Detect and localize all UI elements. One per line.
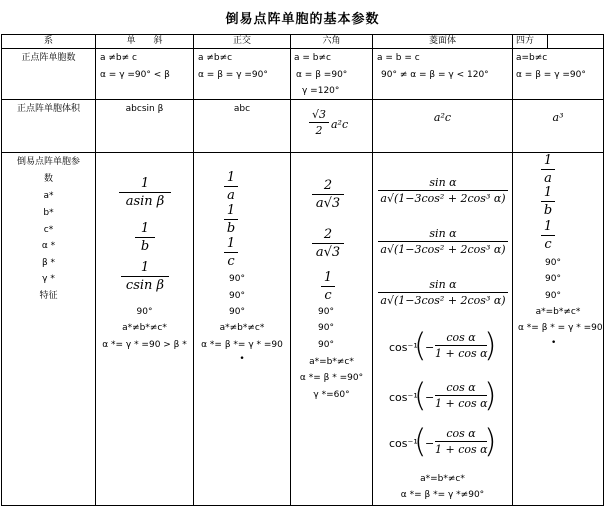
rhombo-gamma-cosinv: cos⁻¹ [389, 437, 418, 450]
rhombo-gamma-frac: cos α 1 + cos α [435, 427, 488, 456]
rhombo-beta-cosinv: cos⁻¹ [389, 391, 418, 404]
hex-volume-den: 2 [315, 124, 323, 137]
hex-recip-a: 2 a√3 [312, 178, 344, 211]
tetra-feature-dot: • [551, 338, 557, 348]
header-system: 系 [43, 36, 53, 46]
mono-feature-1: a*≠b*≠c* [122, 323, 167, 333]
mono-params-2: α = γ =90° < β [100, 70, 170, 80]
mono-recip-angle: 90° [136, 307, 153, 317]
rhombo-beta-paren-l: ( [414, 376, 427, 414]
tetra-params-2: α = β = γ =90° [516, 70, 586, 80]
ortho-alpha: 90° [229, 274, 245, 284]
recip-label-6: β * [41, 258, 56, 268]
hex-params-1: a = b≠c [294, 53, 331, 63]
header-rhombohedral: 菱面体 [428, 36, 456, 46]
ortho-feature-dot: • [239, 354, 245, 364]
rhombo-alpha-paren-l: ( [414, 326, 427, 364]
hex-feature-1: a*=b*≠c* [309, 357, 354, 367]
row-label-params: 正点阵单胞数 [21, 53, 76, 63]
rhombo-recip-b: sin α a√(1−3cos² + 2cos³ α) [378, 227, 508, 256]
ortho-recip-a: 1 a [224, 170, 238, 203]
recip-label-5: α * [41, 241, 56, 251]
mono-params-1: a ≠b≠ c [100, 53, 137, 63]
table-title: 倒易点阵单胞的基本参数 [225, 12, 380, 27]
tetra-gamma: 90° [545, 291, 561, 301]
recip-label-0: 倒易点阵单胞参 [16, 157, 80, 167]
rhombo-gamma-minus: − [425, 437, 435, 450]
recip-label-4: c* [43, 225, 54, 235]
rhombo-params-1: a = b = c [377, 53, 420, 63]
header-tetragonal: 四方 [516, 36, 535, 46]
ortho-beta: 90° [229, 291, 245, 301]
tetra-beta: 90° [545, 274, 561, 284]
hex-params-2: α = β =90° [296, 70, 348, 80]
hex-feature-2: α *= β * =90° [299, 373, 364, 383]
hex-volume-num: √3 [311, 108, 326, 121]
tetra-params-1: a=b≠c [516, 53, 548, 63]
rhombo-alpha-minus: − [425, 341, 435, 354]
rhombo-feature-1: a*=b*≠c* [420, 474, 465, 484]
hex-volume-tail: a²c [331, 118, 349, 131]
hex-recip-b: 2 a√3 [312, 227, 344, 260]
rhombo-recip-c: sin α a√(1−3cos² + 2cos³ α) [378, 278, 508, 307]
rhombo-alpha-paren-r: ) [484, 326, 497, 364]
ortho-volume: abc [233, 104, 251, 114]
row-label-volume: 正点阵单胞体积 [16, 104, 80, 114]
recip-label-7: γ * [42, 274, 55, 284]
mono-feature-2: α *= γ * =90 > β * [102, 340, 187, 350]
tetra-recip-a: 1 a [541, 153, 555, 186]
hex-volume-frac [309, 108, 329, 137]
rhombo-beta-minus: − [425, 391, 435, 404]
hex-gamma: 90° [318, 340, 334, 350]
tetra-feature-2: α *= β * = γ * =90 [518, 323, 603, 333]
rhombo-beta-paren-r: ) [484, 376, 497, 414]
tetra-recip-b: 1 b [541, 185, 555, 218]
rhombo-alpha-cosinv: cos⁻¹ [389, 341, 418, 354]
hex-feature-3: γ *=60° [313, 390, 350, 400]
rhombo-recip-a: sin α a√(1−3cos² + 2cos³ α) [378, 176, 508, 205]
rhombo-beta-frac: cos α 1 + cos α [435, 381, 488, 410]
ortho-params-1: a ≠b≠c [198, 53, 233, 63]
ortho-feature-2: α *= β *= γ * =90 [201, 340, 283, 350]
rhombo-alpha-frac: cos α 1 + cos α [435, 331, 488, 360]
header-hexagonal: 六角 [322, 36, 341, 46]
tetra-recip-c: 1 c [541, 219, 555, 252]
ortho-feature-1: a*≠b*≠c* [219, 323, 265, 333]
hex-params-3: γ =120° [302, 86, 340, 96]
header-monoclinic: 单 斜 [126, 36, 163, 46]
hex-recip-c: 1 c [321, 270, 335, 303]
rhombo-gamma-paren-l: ( [414, 422, 427, 460]
hex-beta: 90° [318, 323, 334, 333]
tetra-volume: a³ [552, 111, 564, 124]
ortho-recip-b: 1 b [224, 203, 238, 236]
rhombo-params-2: 90° ≠ α = β = γ < 120° [381, 70, 489, 80]
rhombo-volume: a²c [433, 111, 452, 124]
rhombo-feature-2: α *= β *= γ *≠90° [400, 490, 485, 500]
recip-label-1: 数 [43, 174, 53, 184]
mono-volume: abcsin β [125, 104, 164, 114]
recip-label-8: 特征 [39, 291, 58, 301]
mono-recip-c: 1 csin β [121, 260, 169, 293]
recip-label-3: b* [43, 208, 54, 218]
hex-alpha: 90° [318, 307, 334, 317]
mono-recip-b: 1 b [135, 221, 155, 254]
tetra-alpha: 90° [545, 258, 561, 268]
ortho-params-2: α = β = γ =90° [198, 70, 268, 80]
rhombo-gamma-paren-r: ) [484, 422, 497, 460]
header-orthorhombic: 正交 [232, 36, 251, 46]
recip-label-2: a* [43, 191, 54, 201]
ortho-recip-c: 1 c [224, 236, 238, 269]
ortho-gamma: 90° [229, 307, 245, 317]
mono-recip-a: 1 asin β [119, 176, 171, 209]
tetra-feature-1: a*=b*≠c* [535, 307, 581, 317]
